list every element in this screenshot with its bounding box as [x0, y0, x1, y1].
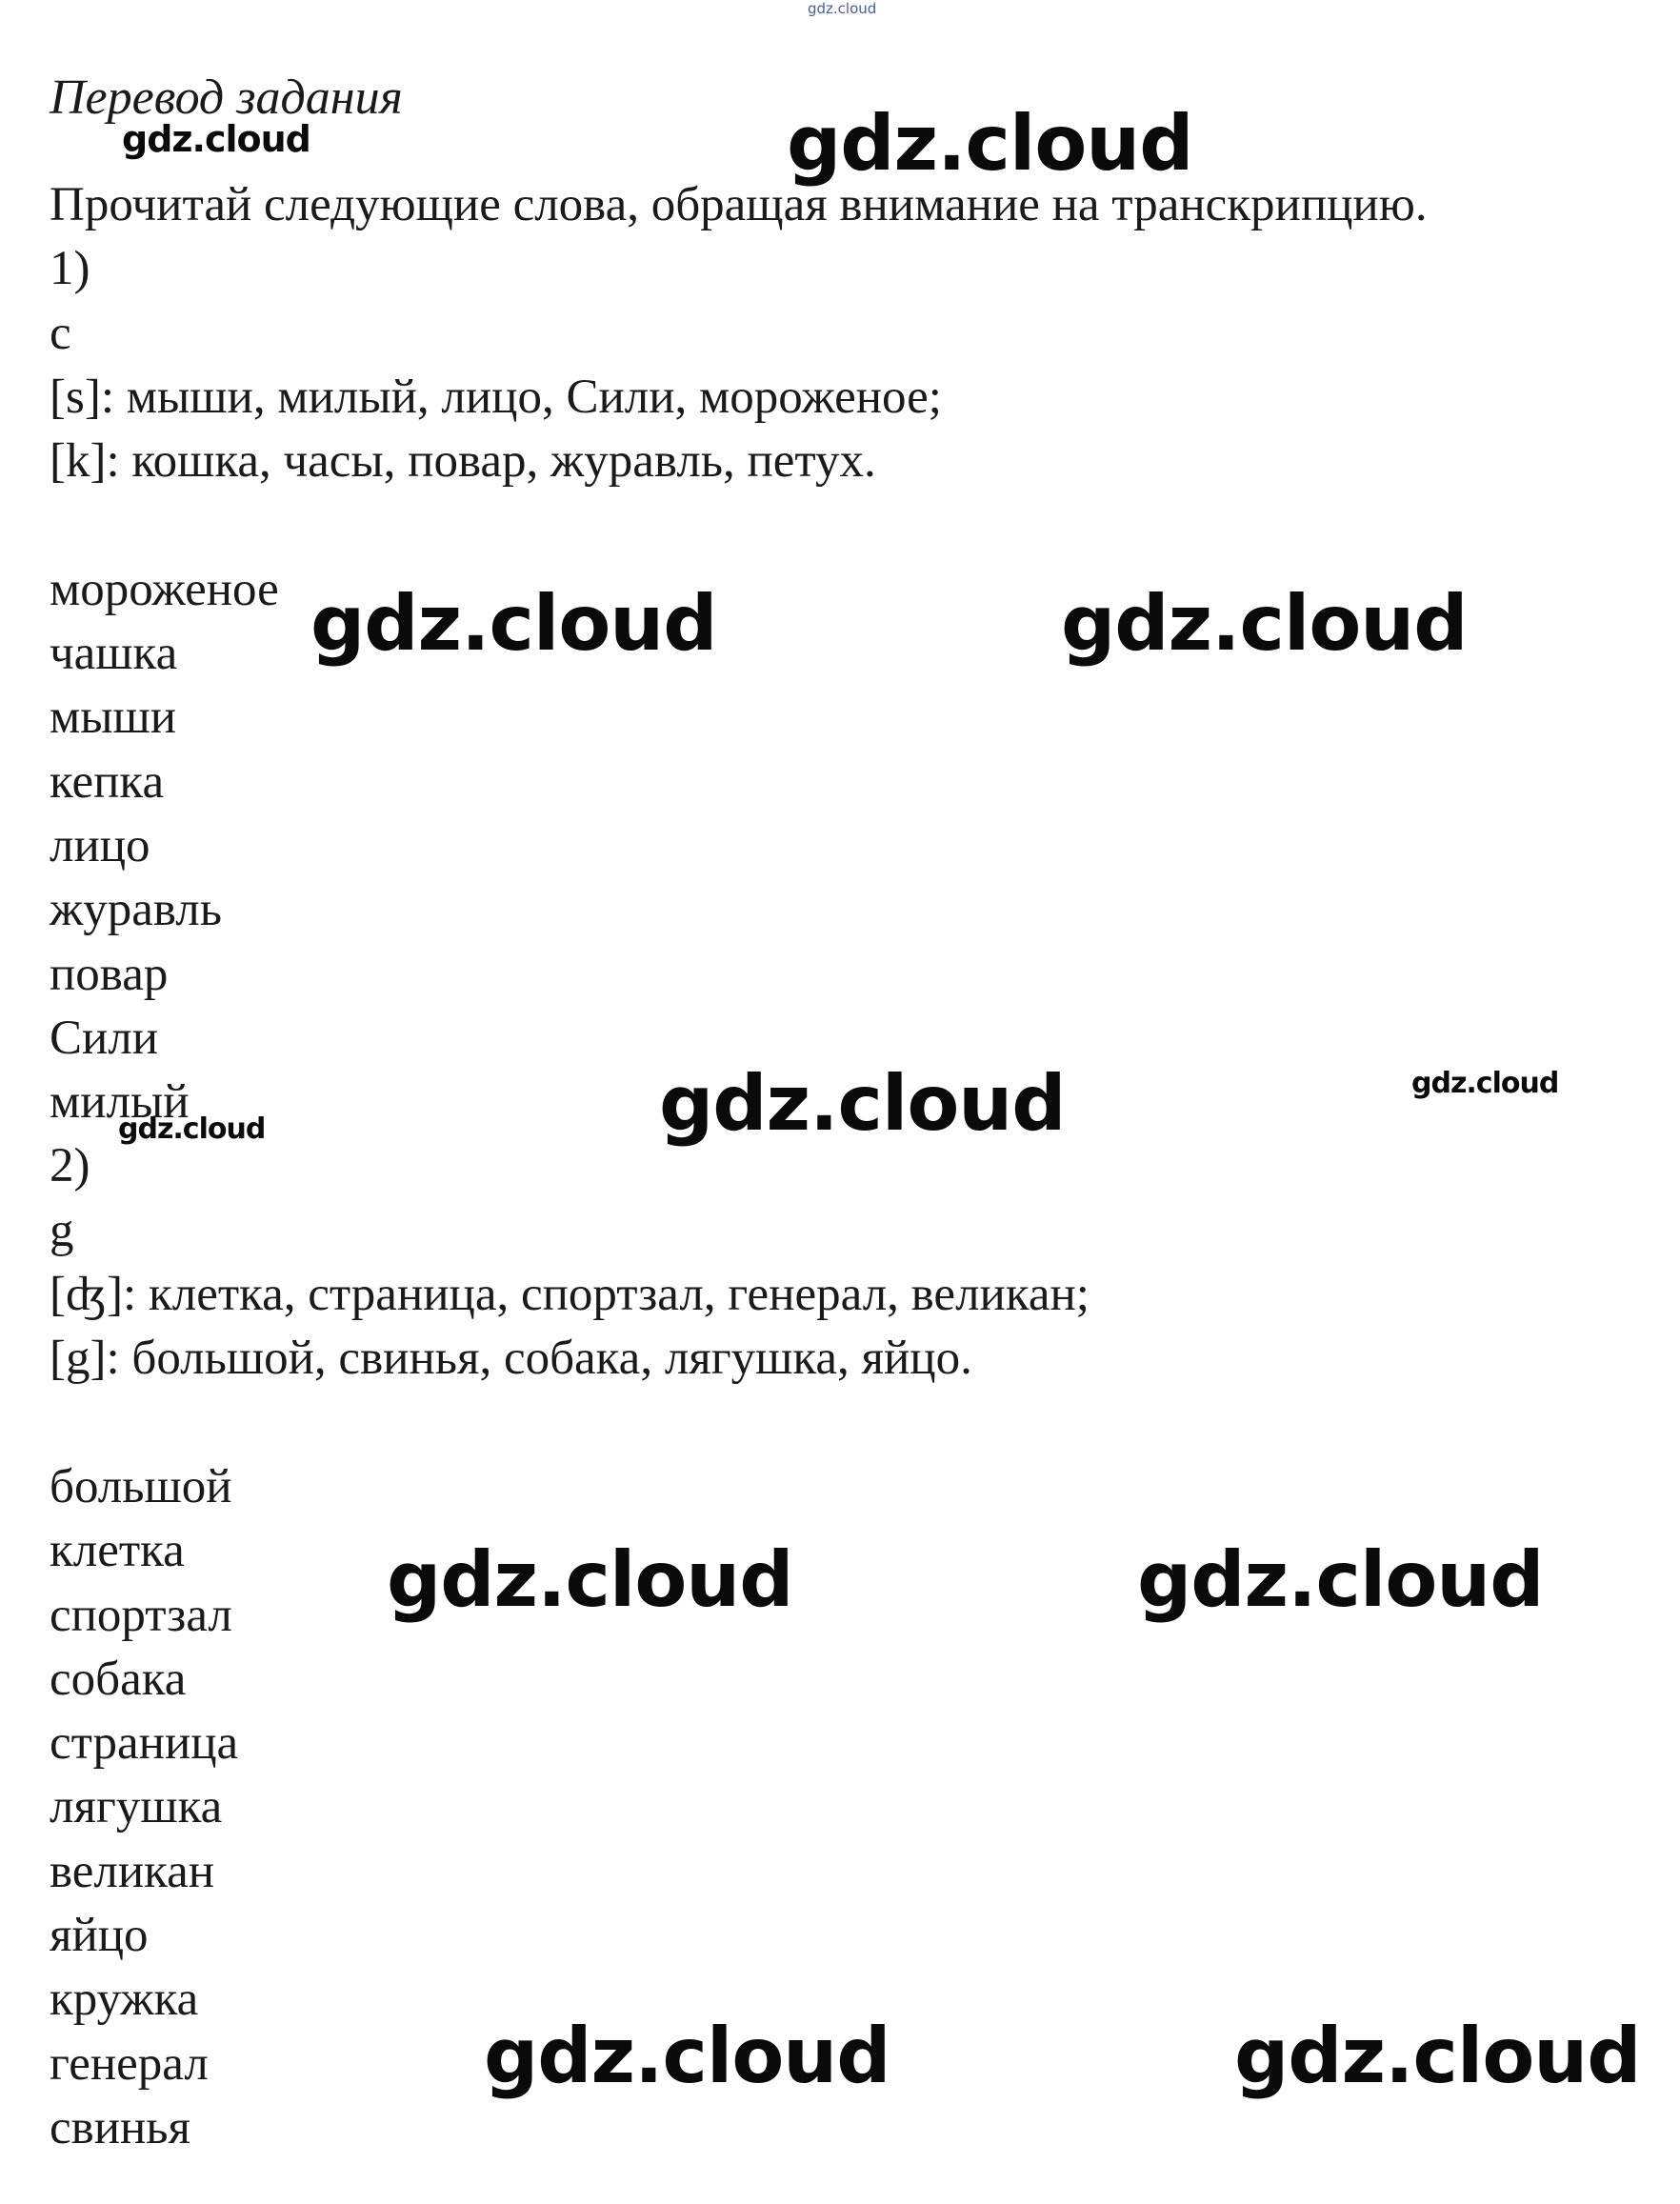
- top-watermark: gdz.cloud: [808, 0, 877, 17]
- page-title: Перевод задания: [50, 70, 403, 125]
- document-body: [50, 173, 1428, 2160]
- watermark-text: gdz.cloud: [122, 118, 310, 160]
- section-2-word: страница: [50, 1716, 239, 1771]
- section-1-word: Сили: [50, 1011, 159, 1065]
- section-2-word: свинья: [50, 2100, 191, 2154]
- section-1-word: мыши: [50, 691, 177, 745]
- watermark-text: gdz.cloud: [1411, 1067, 1559, 1100]
- watermark-text: gdz.cloud: [1061, 579, 1468, 668]
- section-1-word: милый: [50, 1075, 190, 1130]
- section-2-word: большой: [50, 1459, 232, 1513]
- section-2-number: 2): [50, 1139, 90, 1193]
- section-2-letter: g: [50, 1203, 74, 1257]
- section-2-word: лягушка: [50, 1780, 223, 1834]
- section-2-word: генерал: [50, 2036, 209, 2091]
- watermark-text: gdz.cloud: [484, 2012, 890, 2100]
- section-2-word: яйцо: [50, 1909, 149, 1963]
- section-1-line-s: [s]: мыши, милый, лицо, Сили, мороженое;: [50, 370, 942, 424]
- blank-line: [50, 493, 1428, 557]
- section-2-word: собака: [50, 1652, 187, 1706]
- watermark-text: gdz.cloud: [387, 1535, 793, 1624]
- section-2-word: клетка: [50, 1524, 185, 1578]
- watermark-text: gdz.cloud: [1234, 2012, 1641, 2100]
- section-1-line-k: [k]: кошка, часы, повар, журавль, петух.: [50, 434, 876, 489]
- section-2-word: спортзал: [50, 1588, 232, 1642]
- section-2-line-g: [g]: большой, свинья, собака, лягушка, яйцо.: [50, 1332, 972, 1386]
- section-1-word: лицо: [50, 818, 150, 872]
- watermark-text: gdz.cloud: [118, 1112, 266, 1146]
- watermark-text: gdz.cloud: [787, 99, 1193, 188]
- section-2-word: кружка: [50, 1973, 199, 2027]
- blank-line: [50, 1392, 1428, 1455]
- watermark-text: gdz.cloud: [659, 1059, 1066, 1148]
- section-1-word: повар: [50, 947, 169, 1001]
- section-1-letter: c: [50, 306, 71, 360]
- section-1-word: чашка: [50, 627, 178, 681]
- watermark-text: gdz.cloud: [1137, 1535, 1544, 1624]
- section-1-number: 1): [50, 242, 90, 296]
- section-1-word: кепка: [50, 754, 165, 809]
- section-1-word: журавль: [50, 883, 222, 937]
- section-2-word: великан: [50, 1844, 215, 1898]
- instruction-text: Прочитай следующие слова, обращая внимание на транскрипцию.: [50, 178, 1428, 231]
- section-1-word: мороженое: [50, 562, 279, 616]
- section-2-line-dz: [ʤ]: клетка, страница, спортзал, генерал, великан;: [50, 1268, 1090, 1322]
- watermark-text: gdz.cloud: [310, 579, 717, 668]
